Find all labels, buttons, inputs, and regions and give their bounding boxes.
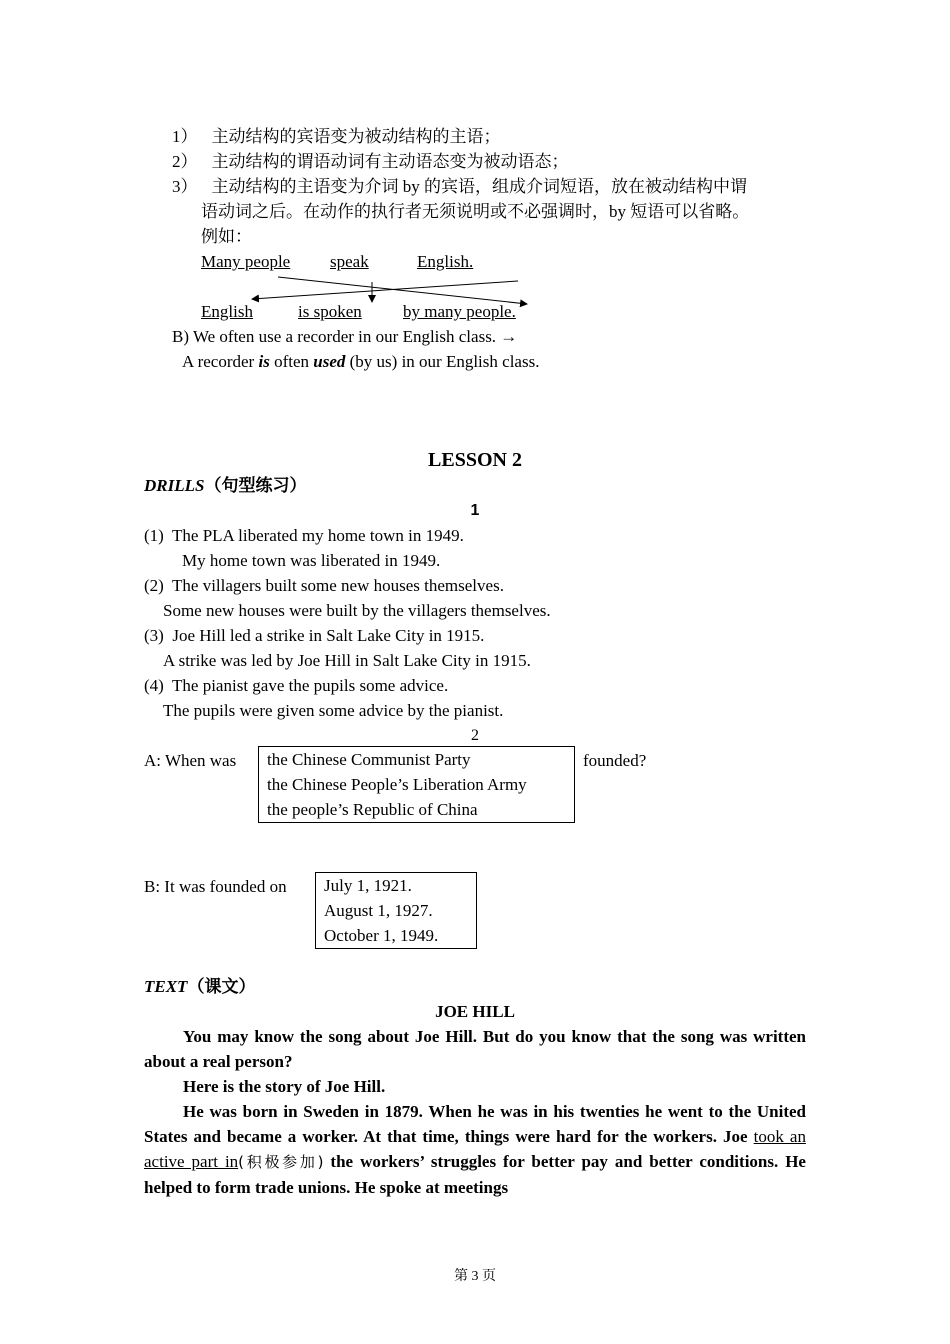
drills-section-1-number: 1	[470, 502, 480, 519]
text-title: JOE HILL	[435, 1002, 515, 1021]
chinese-gloss: (积极参加)	[238, 1153, 324, 1171]
drill-question-prefix: A: When was	[144, 751, 237, 770]
lesson-title: LESSON 2	[428, 449, 522, 471]
text-heading: TEXT（课文）	[144, 977, 256, 996]
question-option: the people’s Republic of China	[267, 800, 478, 819]
drill-item-3-active: (3) Joe Hill led a strike in Salt Lake City in 1915.	[144, 626, 485, 645]
example-active-verb: speak	[330, 252, 369, 271]
rule-1: 1） 主动结构的宾语变为被动结构的主语；	[172, 127, 501, 146]
text-paragraph-1: You may know the song about Joe Hill. But do you know that the song was written about a real person?	[144, 1027, 806, 1071]
example-active-object: English.	[417, 252, 474, 271]
transformation-arrows	[0, 0, 950, 340]
page-footer: 第 3 页	[454, 1269, 496, 1284]
arrow-object-to-subject	[252, 281, 518, 299]
example-b-passive: A recorder is often used (by us) in our English class.	[182, 352, 540, 371]
answer-option: August 1, 1927.	[324, 901, 433, 920]
example-active-subject: Many people	[201, 252, 291, 271]
example-passive-subject: English	[201, 302, 253, 321]
drill-item-2-passive: Some new houses were built by the villagers themselves.	[163, 601, 551, 620]
drills-section-2-number: 2	[471, 727, 479, 744]
text-paragraph-2: Here is the story of Joe Hill.	[183, 1077, 386, 1096]
rule-3-continued: 语动词之后。在动作的执行者无须说明或不必强调时，by 短语可以省略。	[201, 202, 750, 221]
example-passive-agent: by many people.	[403, 302, 516, 321]
drill-item-4-active: (4) The pianist gave the pupils some advice.	[144, 676, 449, 695]
drill-question-options-box	[258, 746, 575, 823]
drill-question-suffix: founded?	[583, 751, 647, 770]
drill-item-3-passive: A strike was led by Joe Hill in Salt Lake City in 1915.	[163, 651, 531, 670]
example-b-active: B) We often use a recorder in our English class. →	[172, 327, 518, 346]
text-paragraph-3: He was born in Sweden in 1879. When he was in his twenties he went to the United States and became a worker. At that time, things were hard for the workers. Joe took an active part in(积极参加) the workers’ struggles for better pay and better conditions. He helped to form trade unions. He spoke at meetings	[144, 1102, 806, 1197]
drill-item-1-passive: My home town was liberated in 1949.	[182, 551, 441, 570]
rule-2: 2） 主动结构的谓语动词有主动语态变为被动语态；	[172, 152, 569, 171]
question-option: the Chinese Communist Party	[267, 750, 471, 769]
drill-answer-options-box	[315, 872, 477, 949]
rule-3: 3） 主动结构的主语变为介词 by 的宾语，组成介词短语，放在被动结构中谓	[172, 177, 747, 196]
drill-item-4-passive: The pupils were given some advice by the pianist.	[163, 701, 504, 720]
question-option: the Chinese People’s Liberation Army	[267, 775, 527, 794]
underlined-phrase: took an active part in	[144, 1127, 806, 1171]
example-passive-verb: is spoken	[298, 302, 362, 321]
answer-option: October 1, 1949.	[324, 926, 439, 945]
rule-3-example-label: 例如：	[201, 227, 252, 246]
drill-answer-prefix: B: It was founded on	[144, 877, 287, 896]
drill-item-1-active: (1) The PLA liberated my home town in 1949.	[144, 526, 464, 545]
drill-item-2-active: (2) The villagers built some new houses themselves.	[144, 576, 504, 595]
answer-option: July 1, 1921.	[324, 876, 412, 895]
drills-heading: DRILLS（句型练习）	[144, 476, 307, 495]
